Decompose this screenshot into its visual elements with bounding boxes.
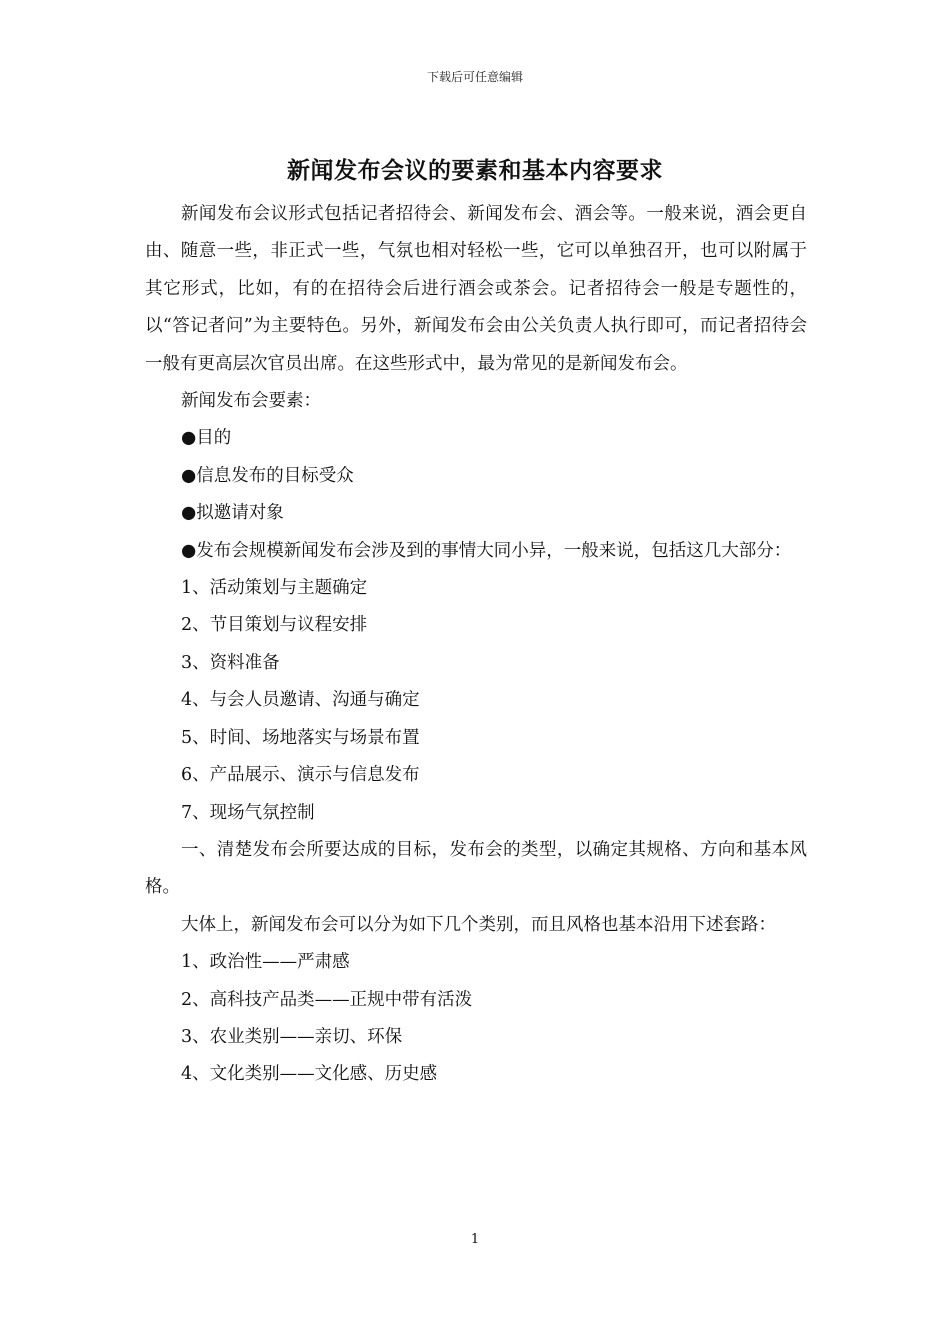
part-item: 6、产品展示、演示与信息发布 [181,765,420,786]
document-body [145,196,807,1094]
bullet-item: ●信息发布的目标受众 [181,465,354,486]
elements-heading: 新闻发布会要素： [181,391,321,412]
header-note: 下载后可任意编辑 [426,70,523,84]
part-item: 3、资料准备 [181,652,280,673]
category-item: 1、政治性——严肃感 [181,952,350,973]
part-item: 4、与会人员邀请、沟通与确定 [181,690,420,711]
part-item: 1、活动策划与主题确定 [181,578,368,599]
page-number: 1 [470,1232,480,1247]
categories-paragraph: 大体上，新闻发布会可以分为如下几个类别，而且风格也基本沿用下述套路： [181,914,776,935]
category-item: 2、高科技产品类——正规中带有活泼 [181,989,473,1010]
part-item: 2、节目策划与议程安排 [181,615,368,636]
bullet-item: ●拟邀请对象 [181,503,284,524]
category-item: 4、文化类别——文化感、历史感 [181,1064,438,1085]
scale-paragraph: ●发布会规模新闻发布会涉及到的事情大同小异，一般来说，包括这几大部分： [181,540,792,561]
part-item: 5、时间、场地落实与场景布置 [181,727,420,748]
document-title: 新闻发布会议的要素和基本内容要求 [287,157,663,184]
category-item: 3、农业类别——亲切、环保 [181,1026,403,1047]
intro-paragraph: 新闻发布会议形式包括记者招待会、新闻发布会、酒会等。一般来说，酒会更自由、随意一些，非正式一些，气氛也相对轻松一些，它可以单独召开，也可以附属于其它形式，比如，有的在招待会后进行酒会或茶会。记者招待会一般是专题性的，以“答记者问”为主要特色。另外，新闻发布会由公关负责人执行即可，而记者招待会一般有更高层次官员出席。在这些形式中，最为常见的是新闻发布会。 [145,204,807,374]
bullet-item: ●目的 [181,428,232,449]
part-item: 7、现场气氛控制 [181,802,315,823]
section-one-paragraph: 一、清楚发布会所要达成的目标，发布会的类型，以确定其规格、方向和基本风格。 [145,839,807,898]
